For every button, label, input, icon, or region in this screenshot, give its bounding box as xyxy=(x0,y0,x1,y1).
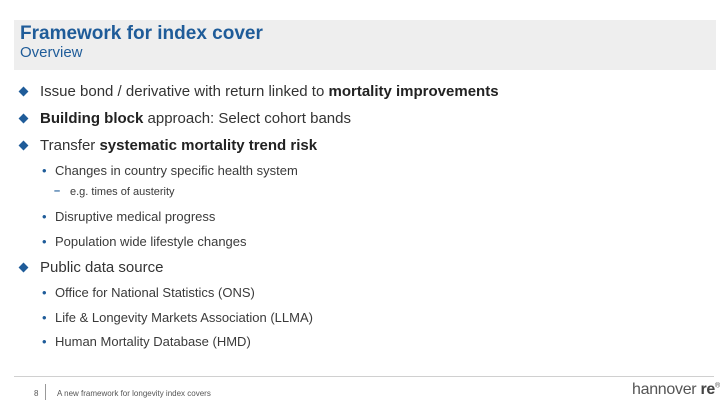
bullet-2-text xyxy=(40,110,351,127)
dot-bullet-icon: • xyxy=(42,163,47,178)
bullet-4-text: Public data source xyxy=(40,259,164,276)
footer-separator xyxy=(45,384,46,400)
dot-bullet-icon: • xyxy=(42,310,47,325)
dot-bullet-icon: • xyxy=(42,285,47,300)
logo-registered-mark: ® xyxy=(715,382,720,390)
sub-bullet-ons-text: Office for National Statistics (ONS) xyxy=(55,285,255,300)
diamond-bullet-icon xyxy=(19,263,29,273)
hannover-re-logo xyxy=(632,381,720,399)
bullet-3-pre: Transfer xyxy=(40,137,100,154)
bullet-2-post: approach: Select cohort bands xyxy=(143,110,351,127)
diamond-bullet-icon xyxy=(19,114,29,124)
bullet-2-bold: Building block xyxy=(40,110,144,127)
bullet-1-bold: mortality improvements xyxy=(328,83,499,100)
title-band xyxy=(14,20,716,70)
page-subtitle: Overview xyxy=(20,44,83,61)
bullet-3-bold: systematic mortality trend risk xyxy=(99,137,318,154)
sub-bullet-lifestyle-text: Population wide lifestyle changes xyxy=(55,234,247,249)
footer-text: A new framework for longevity index covers xyxy=(57,389,211,398)
diamond-bullet-icon xyxy=(19,87,29,97)
bullet-1-text xyxy=(40,83,499,100)
dot-bullet-icon: • xyxy=(42,334,47,349)
footer-divider xyxy=(14,376,714,377)
sub-bullet-disruptive-text: Disruptive medical progress xyxy=(55,209,216,224)
sub-bullet-hmd-text: Human Mortality Database (HMD) xyxy=(55,334,251,349)
diamond-bullet-icon xyxy=(19,141,29,151)
bullet-3-text xyxy=(40,137,317,154)
dot-bullet-icon: • xyxy=(42,209,47,224)
page-number: 8 xyxy=(34,389,39,398)
dash-bullet-icon: – xyxy=(54,185,61,197)
dot-bullet-icon: • xyxy=(42,234,47,249)
sub-bullet-changes-text: Changes in country specific health system xyxy=(55,163,298,178)
sub-bullet-llma-text: Life & Longevity Markets Association (LLMA) xyxy=(55,310,313,325)
sub-sub-bullet-austerity-text: e.g. times of austerity xyxy=(70,186,175,198)
logo-main-text: hannover xyxy=(632,381,697,398)
page-title: Framework for index cover xyxy=(20,23,263,44)
logo-re-text: re xyxy=(700,381,716,398)
bullet-1-pre: Issue bond / derivative with return linked to xyxy=(40,83,329,100)
